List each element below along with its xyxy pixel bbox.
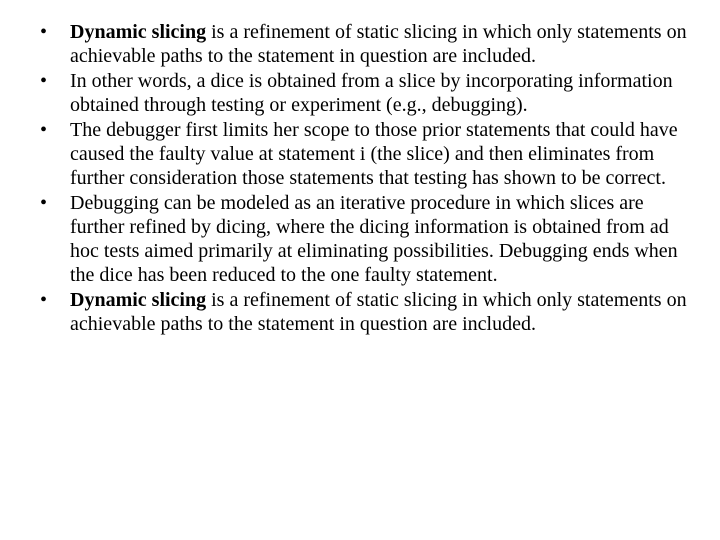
bullet-item-2 (40, 69, 700, 117)
bullet-mark: • (40, 70, 48, 92)
bullet-mark: • (40, 21, 48, 43)
bullet-list (40, 20, 700, 337)
bullet-term: Dynamic slicing (70, 21, 207, 43)
bullet-mark: • (40, 289, 48, 311)
bullet-item-3 (40, 118, 700, 190)
bullet-text: The debugger first limits her scope to those prior statements that could have caused the faulty value at statement i (the slice) and then eliminates from further consideration those statements that testing has shown to be correct. (70, 119, 678, 189)
bullet-text: is a refinement of static slicing in which only statements on achievable paths to the statement in question are included. (70, 289, 687, 335)
bullet-mark: • (40, 192, 48, 214)
bullet-term: Dynamic slicing (70, 289, 207, 311)
bullet-item-5 (40, 288, 700, 336)
bullet-text: In other words, a dice is obtained from a slice by incorporating information obtained through testing or experiment (e.g., debugging). (70, 70, 673, 116)
bullet-text: Debugging can be modeled as an iterative procedure in which slices are further refined by dicing, where the dicing information is obtained from ad hoc tests aimed primarily at eliminating possibilities. Debugging ends when the dice has been reduced to the one faulty statement. (70, 192, 678, 286)
bullet-item-1 (40, 20, 700, 68)
bullet-mark: • (40, 119, 48, 141)
bullet-item-4 (40, 191, 700, 287)
bullet-text: is a refinement of static slicing in which only statements on achievable paths to the statement in question are included. (70, 21, 687, 67)
